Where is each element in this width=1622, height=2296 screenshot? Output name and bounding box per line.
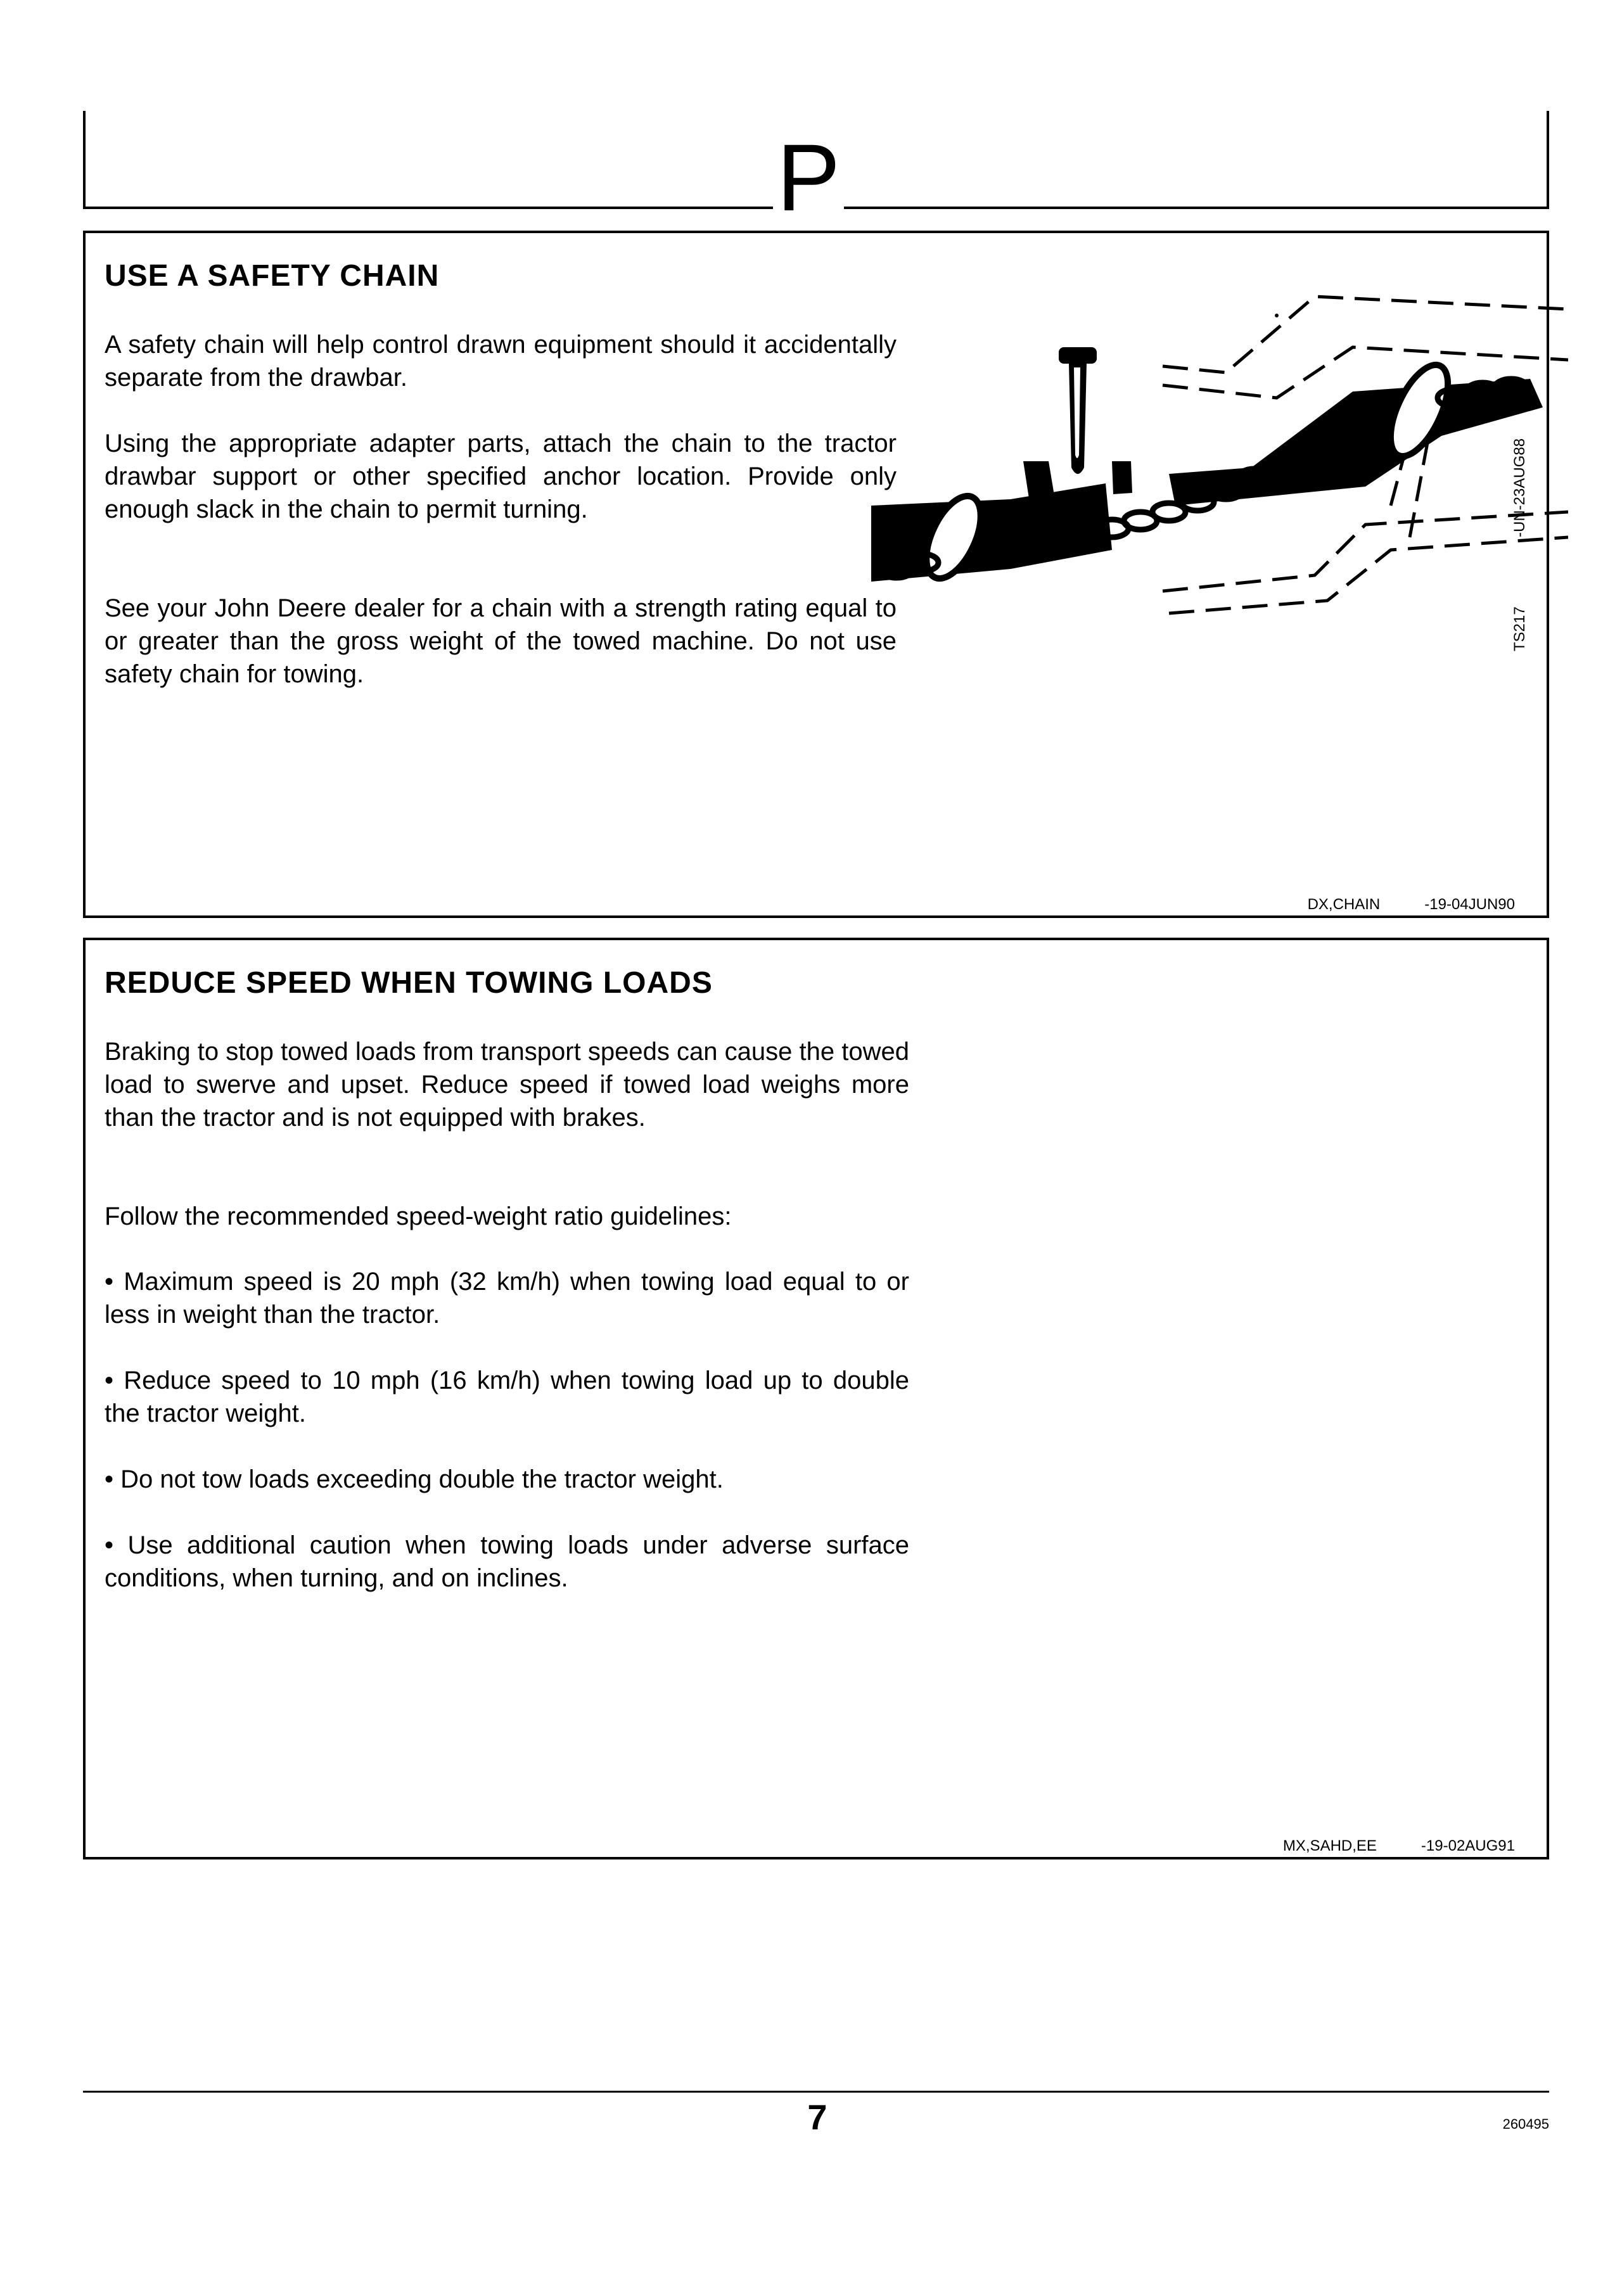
reference-code [1283,1835,1515,1857]
footer-rule [83,2091,1549,2093]
ref-date: -19-04JUN90 [1424,896,1515,913]
bullet-item: • Use additional caution when towing loads under adverse surface conditions, when turning, and on inclines. [105,1531,909,1592]
page-number: 7 [807,2097,827,2137]
section-reduce-speed [83,938,1549,1859]
safety-chain-illustration [871,271,1568,651]
paragraph: Using the appropriate adapter parts, attach the chain to the tractor drawbar support or other specified anchor location. Provide only enough slack in the chain to permit turning. [105,430,897,523]
section-title: REDUCE SPEED WHEN TOWING LOADS [105,966,713,1000]
section-safety-chain [83,231,1549,918]
ref-code: DX,CHAIN [1307,896,1381,913]
reference-code [1308,894,1515,915]
paragraph: Follow the recommended speed-weight ratio guidelines: [105,1202,732,1230]
paragraph: See your John Deere dealer for a chain with a strength rating equal to or greater than the gross weight of the towed machine. Do not use safety chain for towing. [105,594,897,688]
paragraph: Braking to stop towed loads from transport speeds can cause the towed load to swerve and upset. Reduce speed if towed load weighs more than the tractor and is not equipped with brakes. [105,1038,909,1132]
ref-code: MX,SAHD,EE [1282,1837,1377,1854]
bullet-item: • Maximum speed is 20 mph (32 km/h) when towing load equal to or less in weight than the tractor. [105,1268,909,1329]
section-title: USE A SAFETY CHAIN [105,259,440,293]
document-id: 260495 [1502,2116,1549,2132]
paragraph: A safety chain will help control drawn equipment should it accidentally separate from the drawbar. [105,331,897,392]
section-letter: P [773,130,844,225]
figure-code: -UN-23AUG88 [1511,438,1528,537]
bullet-item: • Do not tow loads exceeding double the tractor weight. [105,1465,724,1493]
bullet-item: • Reduce speed to 10 mph (16 km/h) when towing load up to double the tractor weight. [105,1367,909,1427]
ref-date: -19-02AUG91 [1421,1837,1515,1854]
figure-id: TS217 [1511,606,1528,651]
